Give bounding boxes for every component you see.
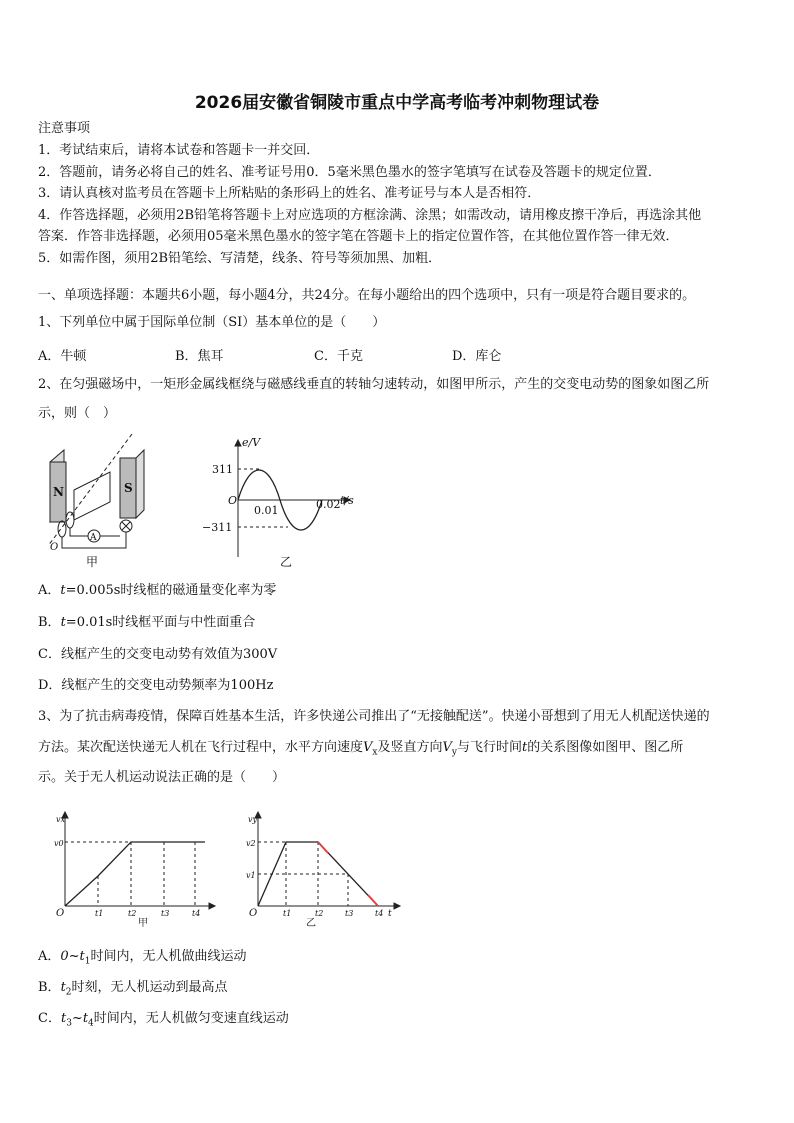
generator-figure xyxy=(40,432,150,572)
vx-axis-label: vx xyxy=(56,815,66,824)
label-origin: O xyxy=(228,494,238,507)
v1-label: v1 xyxy=(246,871,256,880)
origin-label: O xyxy=(56,908,65,919)
coil-frame xyxy=(74,472,110,520)
t2-label: t2 xyxy=(128,909,137,918)
label-s: S xyxy=(124,481,133,495)
vx-curve xyxy=(65,842,205,906)
vx-t-graph xyxy=(40,806,220,928)
q3-option-b[interactable]: B．$t_2$时刻，无人机运动到最高点 xyxy=(38,980,228,998)
notice-heading: 注意事项 xyxy=(38,121,91,136)
notice-item: 答案．作答非选择题，必须用05毫米黑色墨水的签字笔在答题卡上的指定位置作答，在其他位置作答一律无效． xyxy=(38,229,679,244)
question-1-options xyxy=(38,345,558,364)
figure-yi-label: 乙 xyxy=(280,555,293,569)
question-2-stem-line2: 示，则（ ） xyxy=(38,406,117,421)
figure-yi-label: 乙 xyxy=(306,918,316,928)
notice-item: 2．答题前，请务必将自己的姓名、准考证号用0．5毫米黑色墨水的签字笔填写在试卷及答题卡的规定位置． xyxy=(38,165,661,180)
notice-item: 4．作答选择题，必须用2B铅笔将答题卡上对应选项的方框涂满、涂黑；如需改动，请用橡皮擦干净后，再选涂其他 xyxy=(38,208,702,223)
t2-label: t2 xyxy=(315,909,324,918)
label-t-axis: t/s xyxy=(340,494,354,507)
v2-label: v2 xyxy=(246,839,256,848)
notice-item: 5．如需作图，须用2B铅笔绘、写清楚，线条、符号等须加黑、加粗． xyxy=(38,251,442,266)
exam-title: 2026届安徽省铜陵市重点中学高考临考冲刺物理试卷 xyxy=(194,93,600,113)
emf-graph xyxy=(200,432,370,572)
figure-jia-label: 甲 xyxy=(138,918,148,928)
q2-option-c[interactable]: C．线框产生的交变电动势有效值为300V xyxy=(38,647,278,662)
notice-item: 3．请认真核对监考员在答题卡上所粘贴的条形码上的姓名、准考证号与本人是否相符． xyxy=(38,186,541,201)
q1-option-d[interactable]: D．库仑 xyxy=(452,349,502,364)
label-ammeter: A xyxy=(90,533,97,543)
tick-label-neg-311: −311 xyxy=(202,521,233,534)
question-2-stem-line1: 2、在匀强磁场中，一矩形金属线框绕与磁感线垂直的转轴匀速转动，如图甲所示，产生的交变电动势的图象如图乙所 xyxy=(38,377,710,392)
question-3-stem-line1: 3、为了抗击病毒疫情，保障百姓基本生活，许多快递公司推出了“无接触配送”。快递小哥想到了用无人机配送快递的 xyxy=(38,709,710,724)
q2-option-d[interactable]: D．线框产生的交变电动势频率为100Hz xyxy=(38,678,274,693)
t1-label: t1 xyxy=(95,909,104,918)
q2-option-a[interactable]: A．t=0.005s时线框的磁通量变化率为零 xyxy=(38,583,277,598)
tick-label-001: 0.01 xyxy=(254,504,279,517)
q3-option-a[interactable]: A．$0\sim t_1$时间内，无人机做曲线运动 xyxy=(38,949,247,967)
q3-option-c[interactable]: C．$t_3\sim t_4$时间内，无人机做匀变速直线运动 xyxy=(38,1011,289,1029)
question-3-stem-line3: 示。关于无人机运动说法正确的是（ ） xyxy=(38,770,286,785)
t4-label: t4 xyxy=(375,909,384,918)
q2-option-b[interactable]: B．t=0.01s时线框平面与中性面重合 xyxy=(38,615,256,630)
t3-label: t3 xyxy=(161,909,170,918)
q1-option-b[interactable]: B．焦耳 xyxy=(175,349,224,364)
label-e-axis: e/V xyxy=(242,436,261,449)
figure-jia-label: 甲 xyxy=(86,555,99,569)
q1-option-c[interactable]: C．千克 xyxy=(314,349,363,364)
t-axis-label: t xyxy=(388,909,392,919)
q1-option-a[interactable]: A．牛顿 xyxy=(38,349,87,364)
label-n: N xyxy=(53,485,64,499)
question-3-stem-line2: 方法。某次配送快递无人机在飞行过程中，水平方向速度$V_x$及竖直方向$V_y$与飞行时间t的关系图像如图甲、图乙所 xyxy=(38,740,684,758)
v0-label: v0 xyxy=(54,839,64,848)
tick-label-002: 0.02 xyxy=(316,498,341,511)
question-1-stem: 1、下列单位中属于国际单位制（SI）基本单位的是（ ） xyxy=(38,315,386,330)
t1-label: t1 xyxy=(283,909,292,918)
t3-label: t3 xyxy=(345,909,354,918)
notice-item: 1．考试结束后，请将本试卷和答题卡一并交回． xyxy=(38,143,320,158)
vy-axis-label: vy xyxy=(248,815,258,824)
tick-label-311: 311 xyxy=(212,463,233,476)
t4-label: t4 xyxy=(192,909,201,918)
section-heading: 一、单项选择题：本题共6小题，每小题4分，共24分。在每小题给出的四个选项中，只有一项是符合题目要求的。 xyxy=(38,288,696,303)
vy-t-graph xyxy=(238,806,408,928)
origin-label: O xyxy=(249,908,258,919)
label-axis-o: O xyxy=(50,542,59,553)
